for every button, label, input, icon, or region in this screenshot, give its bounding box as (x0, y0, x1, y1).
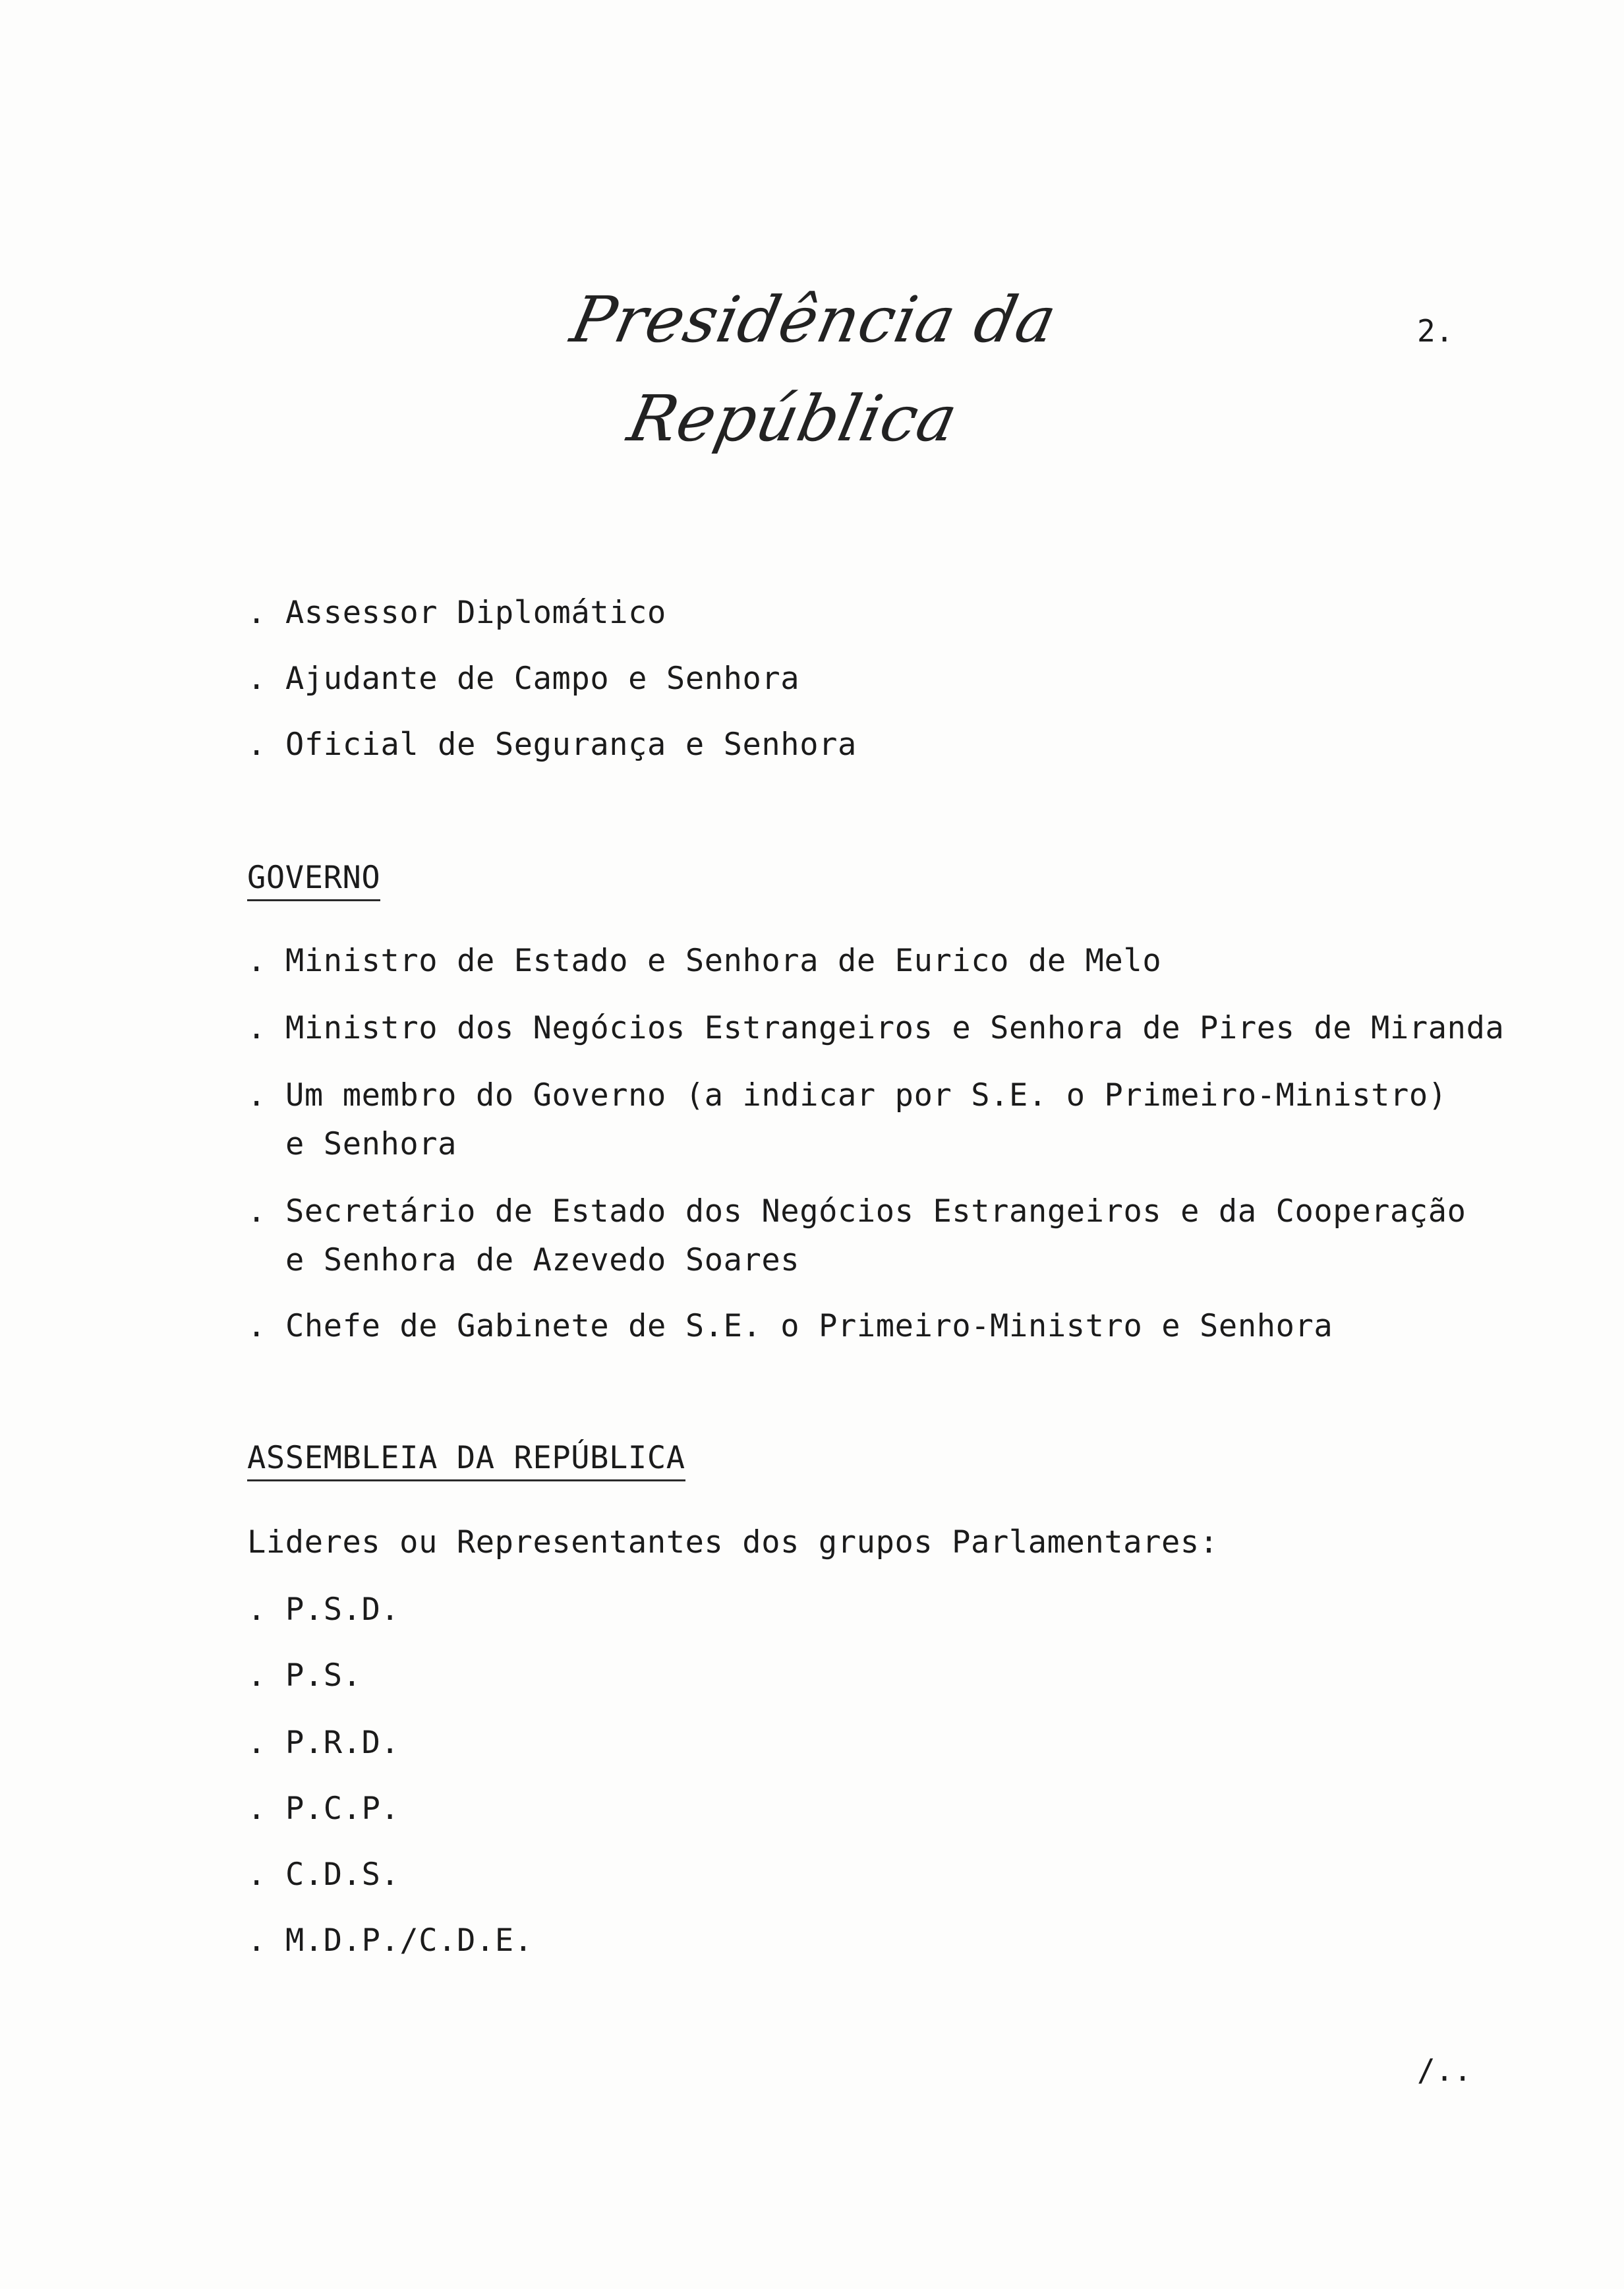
list-item: . C.D.S. (247, 1857, 400, 1893)
list-item: . P.C.P. (247, 1791, 400, 1827)
list-item: . P.S. (247, 1657, 362, 1694)
section-heading-governo: GOVERNO (247, 858, 380, 901)
list-item: . Secretário de Estado dos Negócios Estrangeiros e da Cooperação (247, 1193, 1466, 1230)
list-item: . Ministro de Estado e Senhora de Eurico de Melo (247, 943, 1162, 979)
list-item: . Um membro do Governo (a indicar por S.E. o Primeiro-Ministro) (247, 1077, 1447, 1114)
letterhead-logo: Presidência da República (564, 283, 1064, 456)
list-item: . Oficial de Segurança e Senhora (247, 727, 857, 763)
section-intro-text: Lideres ou Representantes dos grupos Parlamentares: (247, 1524, 1219, 1561)
list-item: . Ministro dos Negócios Estrangeiros e Senhora de Pires de Miranda (247, 1010, 1505, 1046)
page-number: 2. (1417, 313, 1454, 349)
list-item: . Assessor Diplomático (247, 595, 666, 631)
list-item: . Chefe de Gabinete de S.E. o Primeiro-Ministro e Senhora (247, 1308, 1333, 1344)
list-item: . M.D.P./C.D.E. (247, 1922, 533, 1959)
continuation-mark: /.. (1417, 2052, 1472, 2088)
section-heading-assembleia: ASSEMBLEIA DA REPÚBLICA (247, 1439, 685, 1481)
list-item: . Ajudante de Campo e Senhora (247, 661, 800, 697)
list-item-continuation: e Senhora de Azevedo Soares (285, 1242, 800, 1278)
list-item-continuation: e Senhora (285, 1126, 457, 1162)
list-item: . P.R.D. (247, 1725, 400, 1761)
list-item: . P.S.D. (247, 1591, 400, 1628)
